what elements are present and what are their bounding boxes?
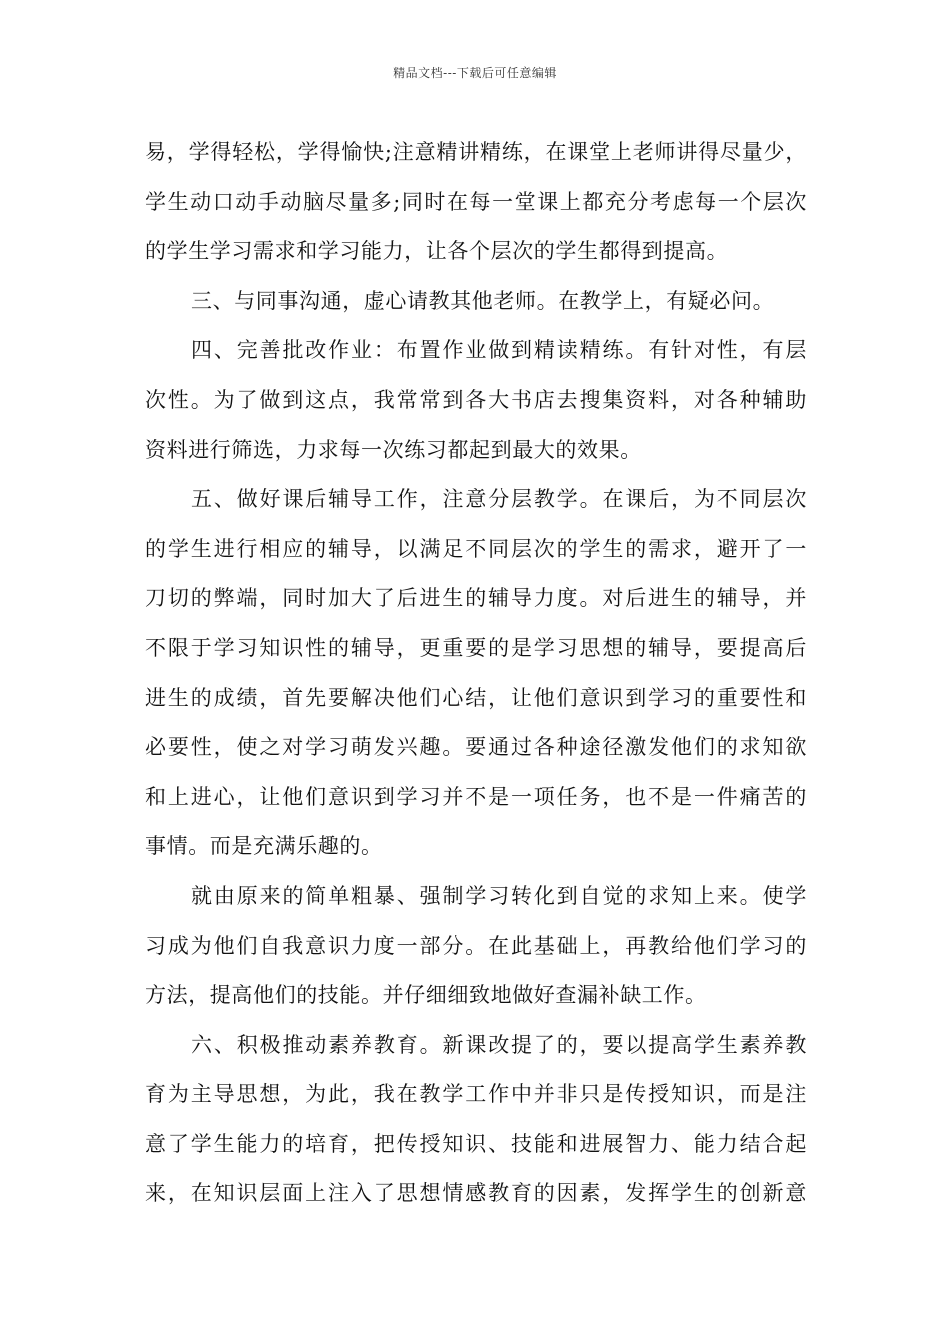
text-line: 进生的成绩，首先要解决他们心结，让他们意识到学习的重要性和 xyxy=(145,685,807,710)
text-line: 习成为他们自我意识力度一部分。在此基础上，再教给他们学习的 xyxy=(145,933,807,958)
text-line: 四、完善批改作业：布置作业做到精读精练。有针对性，有层 xyxy=(191,338,807,363)
text-line: 的学生学习需求和学习能力，让各个层次的学生都得到提高。 xyxy=(145,239,729,264)
text-line: 来，在知识层面上注入了思想情感教育的因素，发挥学生的创新意 xyxy=(145,1181,807,1206)
text-line: 资料进行筛选，力求每一次练习都起到最大的效果。 xyxy=(145,437,642,462)
text-line: 学生动口动手动脑尽量多;同时在每一堂课上都充分考虑每一个层次 xyxy=(145,189,807,214)
text-line: 意了学生能力的培育，把传授知识、技能和进展智力、能力结合起 xyxy=(145,1131,807,1156)
text-line: 育为主导思想，为此，我在教学工作中并非只是传授知识，而是注 xyxy=(145,1082,807,1107)
page-header: 精品文档---下载后可任意编辑 xyxy=(393,66,557,80)
text-line: 的学生进行相应的辅导，以满足不同层次的学生的需求，避开了一 xyxy=(145,536,807,561)
text-line: 必要性，使之对学习萌发兴趣。要通过各种途径激发他们的求知欲 xyxy=(145,735,807,760)
text-line: 和上进心，让他们意识到学习并不是一项任务，也不是一件痛苦的 xyxy=(145,784,807,809)
text-line: 不限于学习知识性的辅导，更重要的是学习思想的辅导，要提高后 xyxy=(145,635,807,660)
text-line: 次性。为了做到这点，我常常到各大书店去搜集资料，对各种辅助 xyxy=(145,387,807,412)
text-line: 易，学得轻松，学得愉快;注意精讲精练，在课堂上老师讲得尽量少， xyxy=(145,140,807,164)
text-line: 方法，提高他们的技能。并仔细细致地做好查漏补缺工作。 xyxy=(145,983,707,1008)
text-line: 事情。而是充满乐趣的。 xyxy=(145,834,383,859)
document-body xyxy=(145,128,807,1219)
text-line: 三、与同事沟通，虚心请教其他老师。在教学上，有疑必问。 xyxy=(191,288,775,313)
text-line: 六、积极推动素养教育。新课改提了的，要以提高学生素养教 xyxy=(191,1032,807,1057)
text-line: 五、做好课后辅导工作，注意分层教学。在课后，为不同层次 xyxy=(191,487,807,512)
text-line: 刀切的弊端，同时加大了后进生的辅导力度。对后进生的辅导，并 xyxy=(145,586,807,611)
text-line: 就由原来的简单粗暴、强制学习转化到自觉的求知上来。使学 xyxy=(191,883,807,908)
